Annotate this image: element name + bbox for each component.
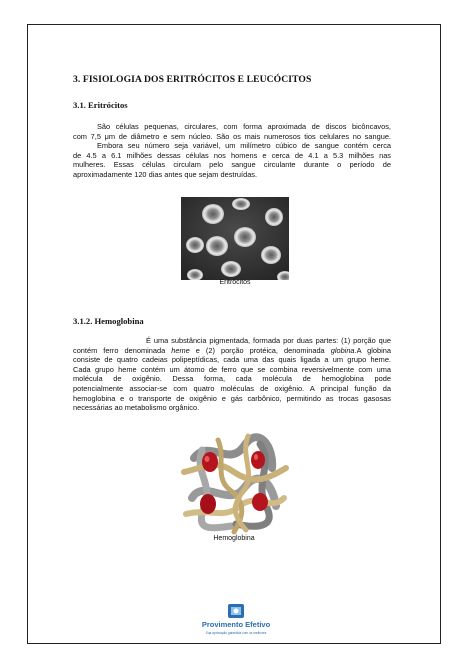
paragraph-hemoglobina	[73, 336, 391, 413]
page-border	[27, 24, 441, 644]
text-line: consiste de quatro cadeias polipeptídicas, cada uma das quais ligada a um grupo heme.	[73, 355, 391, 365]
text-line: com 7,5 μm de diâmetro e sem núcleo. São os mais numerosos tios celulares no sangue.	[73, 131, 391, 141]
term-heme: heme	[171, 345, 190, 355]
text-line: necessárias ao metabolismo orgânico.	[73, 403, 200, 413]
text-line: potencialmente associar-se com quatro moléculas de oxigênio. A principal função da	[73, 383, 391, 393]
text-fragment: .A globina	[354, 345, 391, 355]
provimento-efetivo-logo	[198, 603, 274, 639]
text-line-mixed	[73, 346, 391, 356]
text-line: São células pequenas, circulares, com forma aproximada de discos bicôncavos,	[97, 122, 391, 131]
chapter-title: 3. FISIOLOGIA DOS ERITRÓCITOS E LEUCÓCITOS	[73, 74, 312, 85]
paragraph-eritrocitos	[73, 122, 391, 180]
logo-brand-text: Provimento Efetivo	[201, 620, 271, 629]
section-heading-hemoglobina: 3.1.2. Hemoglobina	[73, 316, 144, 326]
term-globina: globina	[330, 345, 355, 355]
section-heading-eritrocitos: 3.1. Eritrócitos	[73, 100, 128, 110]
figure-caption-eritrocitos: Eritrócitos	[219, 279, 251, 286]
hemoglobin-molecule-illustration	[174, 428, 294, 536]
logo-tagline-text: Sua aprovação garantida com os melhores	[205, 631, 267, 635]
logo-emblem-icon	[228, 604, 244, 618]
text-fragment: e (2) porção protéica, denominada	[189, 345, 331, 355]
text-fragment: contém ferro denominada	[73, 345, 172, 355]
text-line: Cada grupo heme contém um átomo de ferro que se combina reversivelmente com uma	[73, 364, 391, 374]
text-line: de 4.5 a 6.1 milhões dessas células nos homens e cerca de 4.1 a 5.3 milhões nas	[73, 150, 391, 160]
text-line: Embora seu número seja variável, um milímetro cúbico de sangue contém cerca	[97, 141, 391, 151]
erythrocytes-micrograph	[181, 197, 289, 280]
figure-caption-hemoglobina: Hemoglobina	[213, 535, 255, 542]
text-line: molécula de oxigênio. Dessa forma, cada molécula de hemoglobina pode	[73, 374, 391, 384]
text-line: hemoglobina e o transporte de oxigênio e gás carbônico, permitindo as trocas gasosas	[73, 393, 391, 403]
text-line: mulheres. Essas células circulam pelo sangue circulante durante o período de	[73, 160, 391, 170]
text-line: É uma substância pigmentada, formada por duas partes: (1) porção que	[146, 336, 391, 345]
text-line: aproximadamente 120 dias antes que sejam destruídas.	[73, 169, 258, 179]
